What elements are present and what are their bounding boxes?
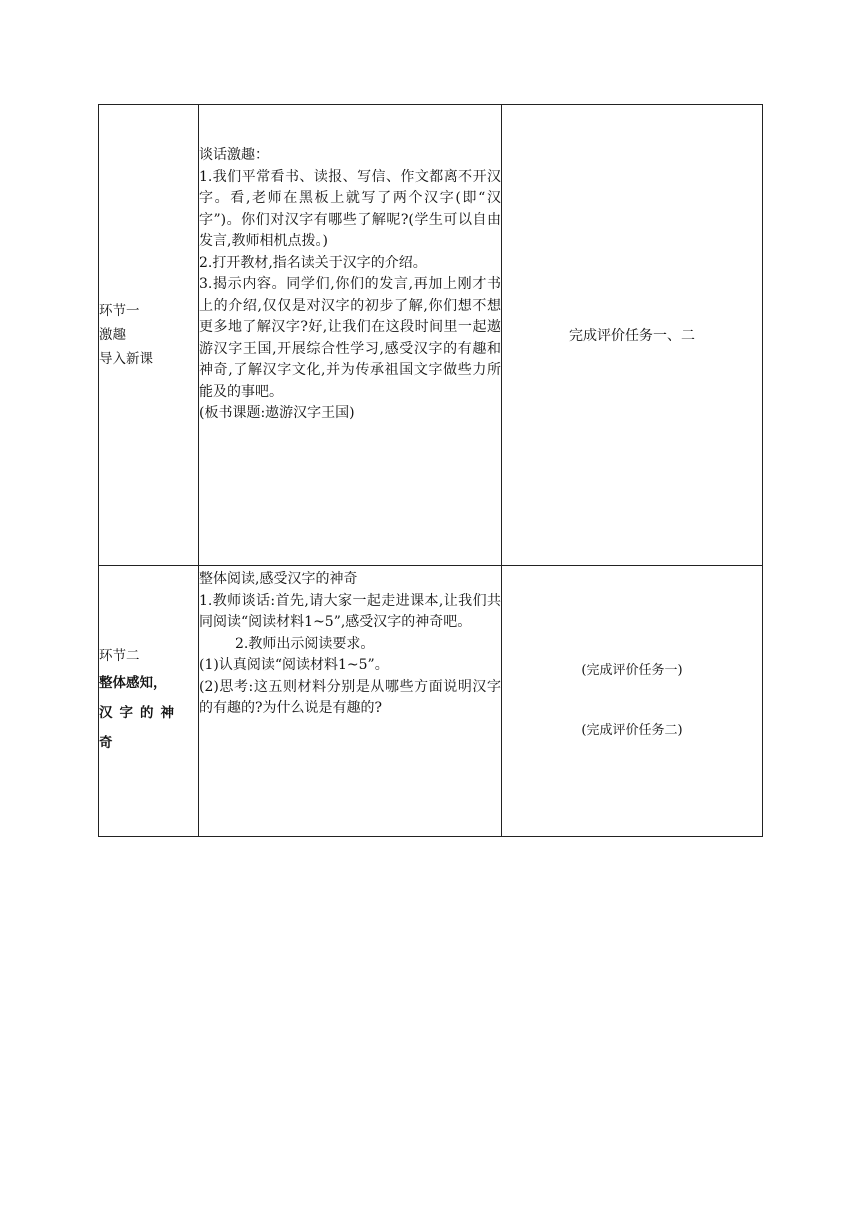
stage-label: 汉字的神 [99, 705, 181, 721]
stage-label: 整体感知， [99, 675, 167, 691]
stage-label: 环节二 [99, 648, 140, 664]
stage-cell [99, 566, 199, 837]
activity-content-cell [199, 566, 502, 837]
stage-label: 环节一 [99, 303, 140, 319]
lesson-plan-table [98, 104, 763, 837]
activity-paragraph: 2.打开教材,指名读关于汉字的介绍。 [199, 254, 427, 271]
evaluation-cell [502, 566, 763, 837]
table-row [99, 566, 763, 837]
activity-heading: 谈话激趣： [199, 147, 269, 163]
evaluation-text: (完成评价任务一) [581, 663, 683, 678]
activity-content-cell [199, 105, 502, 566]
stage-label: 激趣 [99, 327, 126, 343]
activity-paragraph: 3.揭示内容。同学们,你们的发言,再加上刚才书上的介绍,仅仅是对汉字的初步了解,你们想不想更多地了解汉字?好,让我们在这段时间里一起遨游汉字王国,开展综合性学习,感受汉字的有趣和神奇,了解汉字文化,并为传承祖国文字做些力所能及的事吧。 [199, 276, 501, 400]
activity-paragraph: 1.教师谈话:首先,请大家一起走进课本,让我们共同阅读“阅读材料1~5”,感受汉字的神奇吧。 [199, 592, 501, 630]
evaluation-text: (完成评价任务二) [581, 723, 683, 738]
activity-heading: 整体阅读,感受汉字的神奇 [199, 571, 358, 587]
evaluation-cell [502, 105, 763, 566]
activity-paragraph: (2)思考:这五则材料分别是从哪些方面说明汉字的有趣的?为什么说是有趣的? [199, 678, 501, 716]
stage-label: 奇 [99, 735, 113, 751]
activity-paragraph: (板书课题:遨游汉字王国) [199, 405, 355, 421]
table-row [99, 105, 763, 566]
stage-label: 导入新课 [99, 351, 153, 367]
evaluation-text: 完成评价任务一、二 [569, 328, 695, 344]
stage-cell [99, 105, 199, 566]
activity-paragraph: 1.我们平常看书、读报、写信、作文都离不开汉字。看,老师在黑板上就写了两个汉字(即“汉字”)。你们对汉字有哪些了解呢?(学生可以自由发言,教师相机点拨。) [199, 168, 501, 249]
activity-paragraph: 2.教师出示阅读要求。 [235, 635, 375, 652]
activity-paragraph: (1)认真阅读“阅读材料1~5”。 [199, 657, 389, 673]
